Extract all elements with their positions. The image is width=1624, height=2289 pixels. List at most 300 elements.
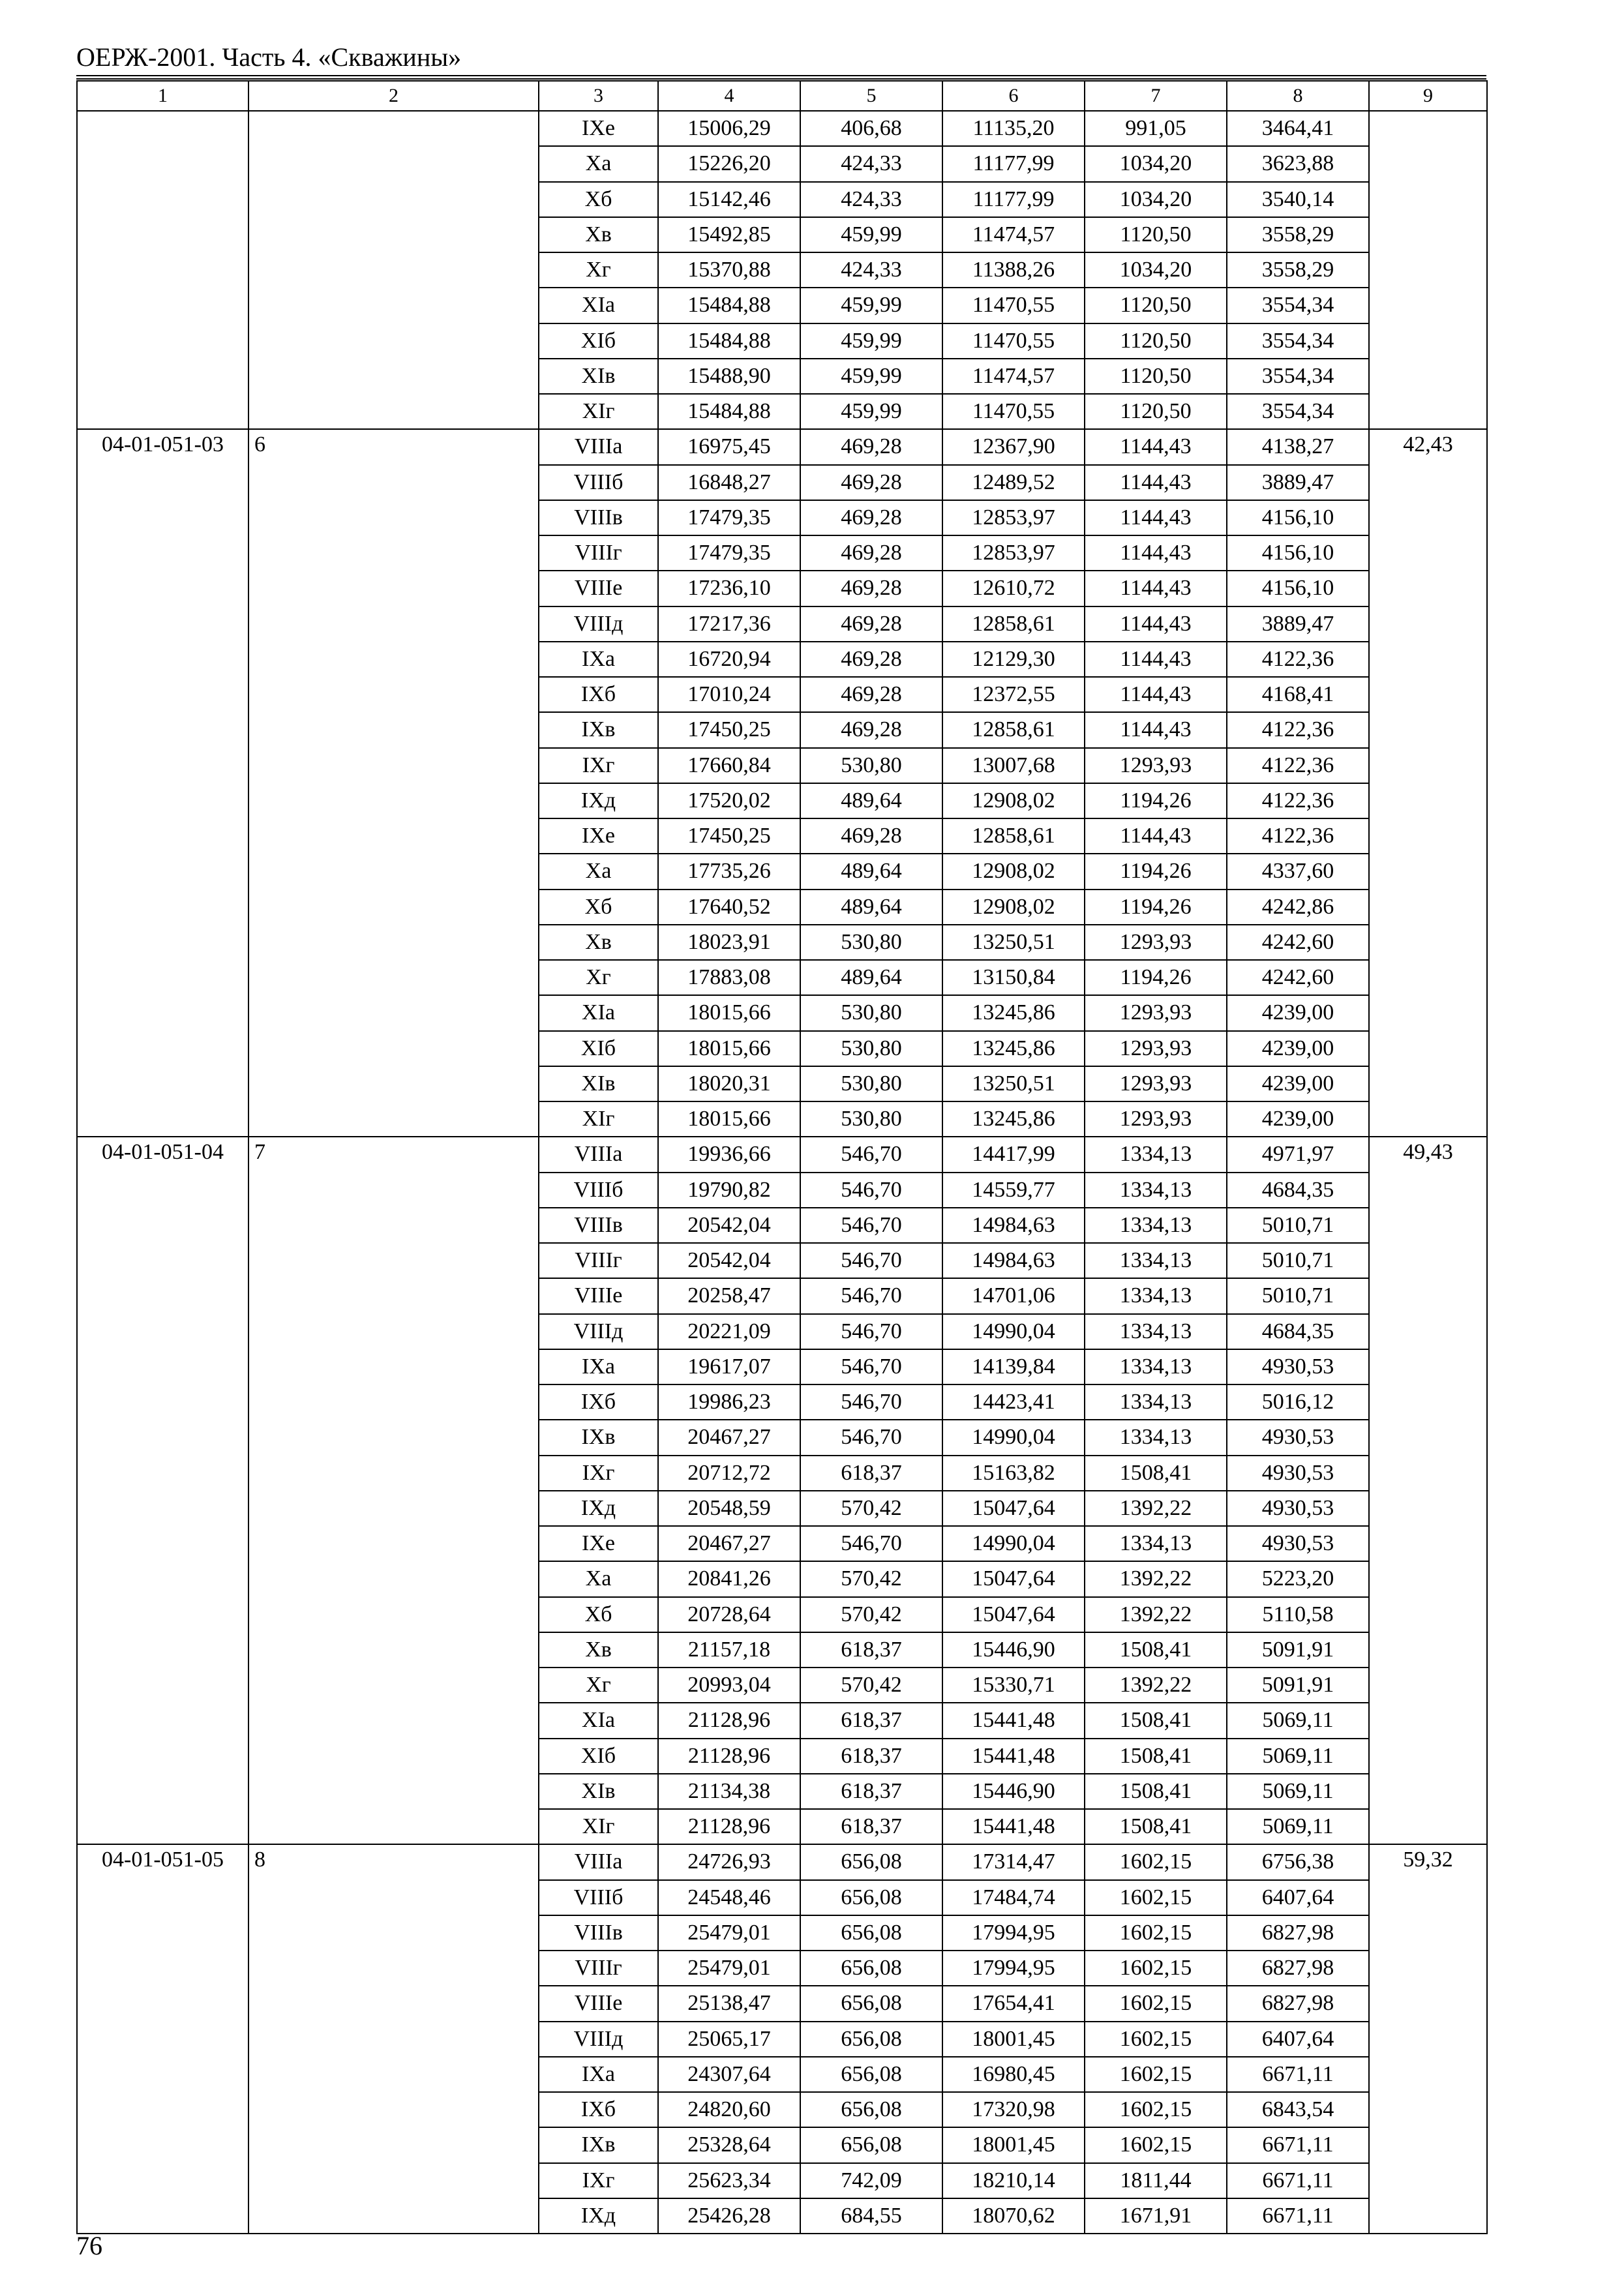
category-cell: VIIIг [539,1951,658,1986]
value-cell: 469,28 [800,500,942,535]
value-cell: 6843,54 [1227,2092,1369,2127]
category-cell: XIв [539,1066,658,1101]
value-cell: 4156,10 [1227,571,1369,606]
value-cell: 3623,88 [1227,146,1369,181]
value-cell: 546,70 [800,1526,942,1561]
category-cell: XIа [539,995,658,1030]
value-cell: 1120,50 [1085,217,1227,252]
category-cell: VIIIг [539,535,658,571]
category-cell: VIIIг [539,1243,658,1278]
value-cell: 1293,93 [1085,1101,1227,1137]
value-cell: 6671,11 [1227,2057,1369,2092]
value-cell: 5010,71 [1227,1208,1369,1243]
value-cell: 19986,23 [658,1384,800,1420]
value-cell: 21134,38 [658,1774,800,1809]
value-cell: 17236,10 [658,571,800,606]
value-cell: 406,68 [800,111,942,146]
value-cell: 656,08 [800,2127,942,2162]
value-cell: 15441,48 [942,1739,1085,1774]
value-cell: 12908,02 [942,783,1085,818]
value-cell: 742,09 [800,2163,942,2198]
value-cell: 13250,51 [942,1066,1085,1101]
value-cell: 1508,41 [1085,1809,1227,1844]
value-cell: 19790,82 [658,1173,800,1208]
value-cell: 4239,00 [1227,1101,1369,1137]
category-cell: VIIIд [539,606,658,642]
value-cell: 12853,97 [942,500,1085,535]
value-cell: 4239,00 [1227,1031,1369,1066]
value-cell: 618,37 [800,1703,942,1738]
value-cell: 4930,53 [1227,1491,1369,1526]
value-cell: 1120,50 [1085,288,1227,323]
value-cell: 15484,88 [658,288,800,323]
value-cell: 1194,26 [1085,783,1227,818]
value-cell: 20542,04 [658,1208,800,1243]
value-cell: 17479,35 [658,500,800,535]
value-cell: 656,08 [800,1986,942,2021]
value-cell: 3464,41 [1227,111,1369,146]
value-cell: 3540,14 [1227,182,1369,217]
value-cell: 1194,26 [1085,890,1227,925]
value-cell: 17450,25 [658,712,800,747]
value-cell: 6827,98 [1227,1951,1369,1986]
value-cell: 1508,41 [1085,1456,1227,1491]
value-cell: 6407,64 [1227,1880,1369,1915]
value-cell: 3889,47 [1227,465,1369,500]
category-cell: XIб [539,323,658,359]
value-cell: 16980,45 [942,2057,1085,2092]
category-cell: IXв [539,1420,658,1455]
category-cell: IXг [539,1456,658,1491]
value-cell: 546,70 [800,1243,942,1278]
table-row [77,1844,1487,1879]
value-cell: 546,70 [800,1384,942,1420]
value-cell: 12129,30 [942,642,1085,677]
value-cell: 4168,41 [1227,677,1369,712]
value-cell: 20467,27 [658,1526,800,1561]
value-cell: 15484,88 [658,394,800,429]
value-cell: 13245,86 [942,1031,1085,1066]
value-cell: 18001,45 [942,2022,1085,2057]
value-cell: 6407,64 [1227,2022,1369,2057]
category-cell: Xа [539,854,658,889]
value-cell: 570,42 [800,1561,942,1596]
category-cell: Xб [539,1597,658,1632]
category-cell: VIIIе [539,1278,658,1313]
value-cell: 18210,14 [942,2163,1085,2198]
value-cell: 17010,24 [658,677,800,712]
category-cell: Xб [539,182,658,217]
rate-code-cell: 04-01-051-04 [77,1137,248,1844]
value-cell: 15226,20 [658,146,800,181]
value-cell: 469,28 [800,429,942,464]
value-cell: 546,70 [800,1137,942,1172]
value-cell: 570,42 [800,1597,942,1632]
value-cell: 12858,61 [942,818,1085,854]
value-cell: 18015,66 [658,1031,800,1066]
value-cell: 20548,59 [658,1491,800,1526]
value-cell: 1334,13 [1085,1526,1227,1561]
value-cell: 17994,95 [942,1915,1085,1951]
value-cell: 25065,17 [658,2022,800,2057]
value-cell: 530,80 [800,1101,942,1137]
value-cell: 1144,43 [1085,500,1227,535]
value-cell: 1602,15 [1085,2127,1227,2162]
category-cell: IXе [539,1526,658,1561]
value-cell: 4242,60 [1227,925,1369,960]
value-cell: 5069,11 [1227,1774,1369,1809]
column-header: 4 [658,81,800,111]
value-cell: 570,42 [800,1491,942,1526]
value-cell: 17217,36 [658,606,800,642]
value-cell: 11388,26 [942,252,1085,288]
total-cell: 59,32 [1369,1844,1487,2234]
value-cell: 1602,15 [1085,2022,1227,2057]
value-cell: 14990,04 [942,1526,1085,1561]
category-cell: Xв [539,217,658,252]
value-cell: 15330,71 [942,1668,1085,1703]
value-cell: 1144,43 [1085,606,1227,642]
category-cell: IXе [539,111,658,146]
value-cell: 1392,22 [1085,1561,1227,1596]
value-cell: 19617,07 [658,1349,800,1384]
category-cell: VIIIд [539,1314,658,1349]
value-cell: 1602,15 [1085,1844,1227,1879]
value-cell: 16848,27 [658,465,800,500]
category-cell: VIIIб [539,1173,658,1208]
value-cell: 546,70 [800,1208,942,1243]
value-cell: 1602,15 [1085,1880,1227,1915]
page-number: 76 [76,2231,102,2260]
value-cell: 1144,43 [1085,642,1227,677]
column-header: 2 [248,81,539,111]
value-cell: 20258,47 [658,1278,800,1313]
rate-number-cell: 8 [248,1844,539,2234]
value-cell: 20993,04 [658,1668,800,1703]
value-cell: 1144,43 [1085,677,1227,712]
value-cell: 1144,43 [1085,571,1227,606]
category-cell: Xа [539,146,658,181]
running-header [76,39,1486,76]
column-header: 6 [942,81,1085,111]
value-cell: 18001,45 [942,2127,1085,2162]
value-cell: 15484,88 [658,323,800,359]
value-cell: 5010,71 [1227,1243,1369,1278]
value-cell: 17735,26 [658,854,800,889]
value-cell: 1334,13 [1085,1384,1227,1420]
value-cell: 17654,41 [942,1986,1085,2021]
value-cell: 4156,10 [1227,500,1369,535]
value-cell: 12853,97 [942,535,1085,571]
value-cell: 459,99 [800,394,942,429]
value-cell: 3554,34 [1227,323,1369,359]
value-cell: 4684,35 [1227,1173,1369,1208]
rates-table [76,80,1488,2234]
value-cell: 1334,13 [1085,1243,1227,1278]
value-cell: 4239,00 [1227,1066,1369,1101]
value-cell: 1144,43 [1085,535,1227,571]
value-cell: 13007,68 [942,748,1085,783]
value-cell: 18020,31 [658,1066,800,1101]
category-cell: IXа [539,1349,658,1384]
value-cell: 1293,93 [1085,748,1227,783]
value-cell: 17314,47 [942,1844,1085,1879]
value-cell: 656,08 [800,2092,942,2127]
value-cell: 15047,64 [942,1597,1085,1632]
value-cell: 424,33 [800,252,942,288]
value-cell: 20712,72 [658,1456,800,1491]
category-cell: VIIIб [539,1880,658,1915]
category-cell: Xа [539,1561,658,1596]
value-cell: 15047,64 [942,1561,1085,1596]
value-cell: 459,99 [800,359,942,394]
value-cell: 24307,64 [658,2057,800,2092]
value-cell: 19936,66 [658,1137,800,1172]
value-cell: 15142,46 [658,182,800,217]
value-cell: 3889,47 [1227,606,1369,642]
category-cell: IXд [539,1491,658,1526]
category-cell: VIIIб [539,465,658,500]
category-cell: VIIIа [539,1844,658,1879]
value-cell: 459,99 [800,217,942,252]
value-cell: 1334,13 [1085,1349,1227,1384]
category-cell: IXе [539,818,658,854]
category-cell: VIIIа [539,429,658,464]
value-cell: 1144,43 [1085,429,1227,464]
value-cell: 15047,64 [942,1491,1085,1526]
value-cell: 656,08 [800,2057,942,2092]
value-cell: 4156,10 [1227,535,1369,571]
value-cell: 4930,53 [1227,1456,1369,1491]
category-cell: VIIIв [539,1208,658,1243]
value-cell: 14990,04 [942,1314,1085,1349]
value-cell: 20841,26 [658,1561,800,1596]
value-cell: 12372,55 [942,677,1085,712]
value-cell: 4930,53 [1227,1349,1369,1384]
value-cell: 14417,99 [942,1137,1085,1172]
value-cell: 25623,34 [658,2163,800,2198]
value-cell: 24548,46 [658,1880,800,1915]
value-cell: 5110,58 [1227,1597,1369,1632]
category-cell: XIг [539,394,658,429]
document-title: ОЕРЖ-2001. Часть 4. «Скважины» [76,42,462,72]
value-cell: 546,70 [800,1349,942,1384]
value-cell: 618,37 [800,1739,942,1774]
value-cell: 18023,91 [658,925,800,960]
column-header: 1 [77,81,248,111]
total-cell: 42,43 [1369,429,1487,1137]
value-cell: 656,08 [800,1915,942,1951]
column-number-row [77,81,1487,111]
rate-code-cell: 04-01-051-03 [77,429,248,1137]
value-cell: 1293,93 [1085,1066,1227,1101]
category-cell: VIIIа [539,1137,658,1172]
value-cell: 12908,02 [942,890,1085,925]
value-cell: 1334,13 [1085,1137,1227,1172]
value-cell: 1144,43 [1085,712,1227,747]
value-cell: 15446,90 [942,1774,1085,1809]
value-cell: 17883,08 [658,960,800,995]
value-cell: 1120,50 [1085,394,1227,429]
value-cell: 15446,90 [942,1632,1085,1668]
value-cell: 11177,99 [942,182,1085,217]
value-cell: 25328,64 [658,2127,800,2162]
value-cell: 6671,11 [1227,2127,1369,2162]
category-cell: IXв [539,2127,658,2162]
value-cell: 17484,74 [942,1880,1085,1915]
column-header: 7 [1085,81,1227,111]
value-cell: 4122,36 [1227,642,1369,677]
value-cell: 1293,93 [1085,925,1227,960]
value-cell: 24726,93 [658,1844,800,1879]
category-cell: IXг [539,2163,658,2198]
value-cell: 1034,20 [1085,252,1227,288]
category-cell: XIб [539,1031,658,1066]
value-cell: 6827,98 [1227,1915,1369,1951]
total-cell [1369,111,1487,429]
value-cell: 20542,04 [658,1243,800,1278]
category-cell: XIа [539,1703,658,1738]
value-cell: 1144,43 [1085,818,1227,854]
value-cell: 1602,15 [1085,2092,1227,2127]
category-cell: IXб [539,2092,658,2127]
value-cell: 13250,51 [942,925,1085,960]
category-cell: Xг [539,960,658,995]
value-cell: 17640,52 [658,890,800,925]
value-cell: 6827,98 [1227,1986,1369,2021]
category-cell: XIв [539,359,658,394]
value-cell: 21128,96 [658,1739,800,1774]
value-cell: 991,05 [1085,111,1227,146]
value-cell: 11470,55 [942,288,1085,323]
column-header: 3 [539,81,658,111]
value-cell: 12858,61 [942,712,1085,747]
column-header: 9 [1369,81,1487,111]
category-cell: IXб [539,1384,658,1420]
value-cell: 1602,15 [1085,2057,1227,2092]
value-cell: 5010,71 [1227,1278,1369,1313]
rate-code-cell [77,111,248,429]
value-cell: 1602,15 [1085,1951,1227,1986]
value-cell: 4122,36 [1227,712,1369,747]
value-cell: 618,37 [800,1774,942,1809]
category-cell: Xг [539,252,658,288]
value-cell: 5069,11 [1227,1809,1369,1844]
value-cell: 656,08 [800,1951,942,1986]
value-cell: 469,28 [800,465,942,500]
value-cell: 618,37 [800,1456,942,1491]
value-cell: 1392,22 [1085,1491,1227,1526]
value-cell: 4242,86 [1227,890,1369,925]
value-cell: 6671,11 [1227,2198,1369,2234]
value-cell: 1120,50 [1085,323,1227,359]
value-cell: 1334,13 [1085,1173,1227,1208]
value-cell: 1602,15 [1085,1986,1227,2021]
category-cell: XIв [539,1774,658,1809]
value-cell: 11474,57 [942,359,1085,394]
category-cell: VIIIе [539,1986,658,2021]
value-cell: 530,80 [800,1066,942,1101]
value-cell: 1194,26 [1085,854,1227,889]
value-cell: 469,28 [800,642,942,677]
value-cell: 1034,20 [1085,182,1227,217]
value-cell: 14423,41 [942,1384,1085,1420]
value-cell: 4122,36 [1227,748,1369,783]
value-cell: 1508,41 [1085,1632,1227,1668]
value-cell: 469,28 [800,571,942,606]
category-cell: IXд [539,2198,658,2234]
value-cell: 13150,84 [942,960,1085,995]
rate-number-cell: 7 [248,1137,539,1844]
value-cell: 4930,53 [1227,1420,1369,1455]
category-cell: IXа [539,642,658,677]
value-cell: 546,70 [800,1420,942,1455]
category-cell: IXв [539,712,658,747]
value-cell: 618,37 [800,1632,942,1668]
value-cell: 3558,29 [1227,217,1369,252]
value-cell: 6671,11 [1227,2163,1369,2198]
value-cell: 459,99 [800,288,942,323]
value-cell: 3558,29 [1227,252,1369,288]
value-cell: 3554,34 [1227,288,1369,323]
value-cell: 14701,06 [942,1278,1085,1313]
category-cell: IXг [539,748,658,783]
value-cell: 1334,13 [1085,1314,1227,1349]
value-cell: 489,64 [800,890,942,925]
value-cell: 15006,29 [658,111,800,146]
category-cell: XIг [539,1809,658,1844]
value-cell: 1334,13 [1085,1420,1227,1455]
table-row [77,111,1487,146]
value-cell: 1293,93 [1085,1031,1227,1066]
value-cell: 12489,52 [942,465,1085,500]
value-cell: 489,64 [800,783,942,818]
value-cell: 1508,41 [1085,1739,1227,1774]
value-cell: 13245,86 [942,995,1085,1030]
category-cell: IXб [539,677,658,712]
value-cell: 1144,43 [1085,465,1227,500]
value-cell: 4122,36 [1227,818,1369,854]
column-header: 8 [1227,81,1369,111]
value-cell: 15488,90 [658,359,800,394]
value-cell: 1293,93 [1085,995,1227,1030]
value-cell: 18015,66 [658,1101,800,1137]
value-cell: 469,28 [800,712,942,747]
value-cell: 20221,09 [658,1314,800,1349]
value-cell: 656,08 [800,1880,942,1915]
value-cell: 14559,77 [942,1173,1085,1208]
value-cell: 1334,13 [1085,1208,1227,1243]
category-cell: XIб [539,1739,658,1774]
table-row [77,429,1487,464]
value-cell: 1508,41 [1085,1774,1227,1809]
value-cell: 13245,86 [942,1101,1085,1137]
value-cell: 15441,48 [942,1703,1085,1738]
value-cell: 530,80 [800,925,942,960]
value-cell: 546,70 [800,1173,942,1208]
value-cell: 15163,82 [942,1456,1085,1491]
value-cell: 1034,20 [1085,146,1227,181]
column-header: 5 [800,81,942,111]
value-cell: 5223,20 [1227,1561,1369,1596]
value-cell: 570,42 [800,1668,942,1703]
value-cell: 4337,60 [1227,854,1369,889]
value-cell: 424,33 [800,146,942,181]
value-cell: 16720,94 [658,642,800,677]
value-cell: 3554,34 [1227,394,1369,429]
value-cell: 17479,35 [658,535,800,571]
value-cell: 20467,27 [658,1420,800,1455]
